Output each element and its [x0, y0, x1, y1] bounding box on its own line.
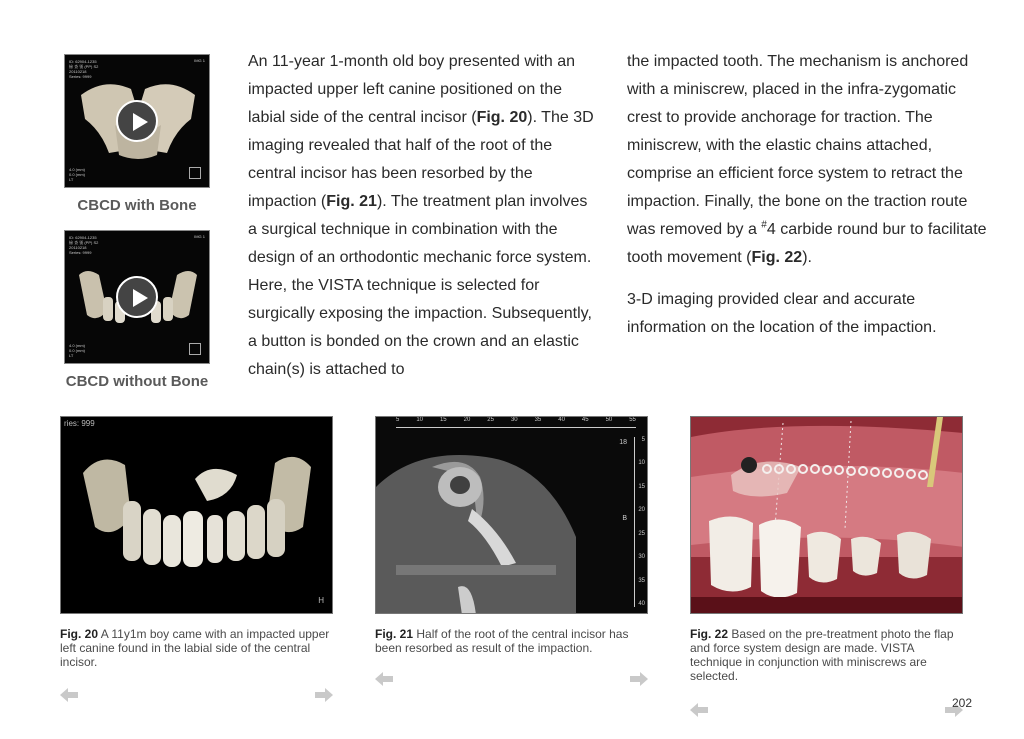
- arrow-left-icon[interactable]: [690, 703, 708, 717]
- arrow-right-icon[interactable]: [315, 688, 333, 702]
- slice-marker: B: [622, 515, 627, 522]
- thumbnail-metadata: ID: 62904-1235 檢 查 號 (PP) S2 20110218 Series: 9999: [69, 235, 99, 255]
- paragraph: the impacted tooth. The mechanism is anchored with a miniscrew, placed in the infra-zygomatic crest to provide anchorage for traction. The miniscrew, with the elastic chains attached, comprise an efficient force system to retract the impaction. Finally, the bone on the traction route was removed by a #4 carbide round bur to facilitate tooth movement (Fig. 22).: [627, 53, 987, 266]
- dental-3d-render: [61, 417, 333, 614]
- figure-label: Fig. 22: [690, 627, 729, 641]
- thumbnail-metadata: ID: 62904-1235 檢 查 號 (PP) S2 20110218 Series: 9999: [69, 59, 99, 79]
- image-overlay-label: ries: 999: [64, 419, 95, 428]
- body-text-column-1: [248, 48, 600, 384]
- figure-label: Fig. 20: [60, 627, 99, 641]
- thumbnail-metadata-bottom: 4.0 (mm) 0.0 (mm) LT: [69, 343, 85, 358]
- paragraph: An 11-year 1-month old boy presented with an impacted upper left canine positioned on the labial side of the central incisor (Fig. 20). The 3D imaging revealed that half of the root of the central incisor has been resorbed by the impaction (Fig. 21). The treatment plan involves a surgical technique in combination with the design of an orthodontic mechanic force system. Here, the VISTA technique is selected for surgically exposing the impaction. Subsequently, a button is bonded on the crown and an elastic chain(s) is attached to: [248, 53, 594, 378]
- figure-20-image[interactable]: [60, 416, 333, 614]
- slice-number: 18: [619, 439, 627, 446]
- orientation-box-icon: [189, 343, 201, 355]
- thumbnail-tag: IMG 1: [194, 58, 205, 63]
- orientation-box-icon: [189, 167, 201, 179]
- play-button-icon[interactable]: [116, 276, 158, 318]
- thumbnail-metadata-bottom: 4.0 (mm) 0.0 (mm) LT: [69, 167, 85, 182]
- ruler-side: 5 10 15 20 25 30 35 40: [634, 437, 645, 607]
- intraoral-photo: [691, 417, 963, 614]
- figure-reference: Fig. 20: [476, 109, 528, 126]
- thumbnail-caption-with-bone: CBCD with Bone: [77, 197, 197, 214]
- figure-22-caption: Fig. 22 Based on the pre-treatment photo the flap and force system design are made. VISTA technique in conjunction with miniscrews are selected.: [690, 627, 954, 683]
- figure-21-caption: Fig. 21 Half of the root of the central incisor has been resorbed as result of the impaction.: [375, 627, 629, 655]
- ct-slice: [376, 417, 648, 614]
- arrow-left-icon[interactable]: [375, 672, 393, 686]
- arrow-left-icon[interactable]: [60, 688, 78, 702]
- figure-21-image[interactable]: [375, 416, 648, 614]
- figure-reference: Fig. 21: [326, 193, 377, 210]
- thumbnail-tag: IMG 1: [194, 234, 205, 239]
- thumbnail-caption-without-bone: CBCD without Bone: [65, 373, 209, 390]
- arrow-right-icon[interactable]: [630, 672, 648, 686]
- paragraph: 3-D imaging provided clear and accurate information on the location of the impaction.: [627, 291, 937, 336]
- video-thumbnail-with-bone[interactable]: [64, 54, 210, 188]
- ruler-top: 5 10 15 20 25 30 35 40 45 50 55: [396, 417, 636, 428]
- image-overlay-label: H: [318, 596, 324, 605]
- figure-reference: Fig. 22: [751, 249, 803, 266]
- figure-20-caption: Fig. 20 A 11y1m boy came with an impacted upper left canine found in the labial side of the central incisor.: [60, 627, 330, 669]
- body-text-column-2: [627, 48, 987, 342]
- play-button-icon[interactable]: [116, 100, 158, 142]
- figure-22-image[interactable]: [690, 416, 963, 614]
- page-number: 202: [952, 696, 973, 710]
- video-thumbnail-without-bone[interactable]: [64, 230, 210, 364]
- figure-label: Fig. 21: [375, 627, 414, 641]
